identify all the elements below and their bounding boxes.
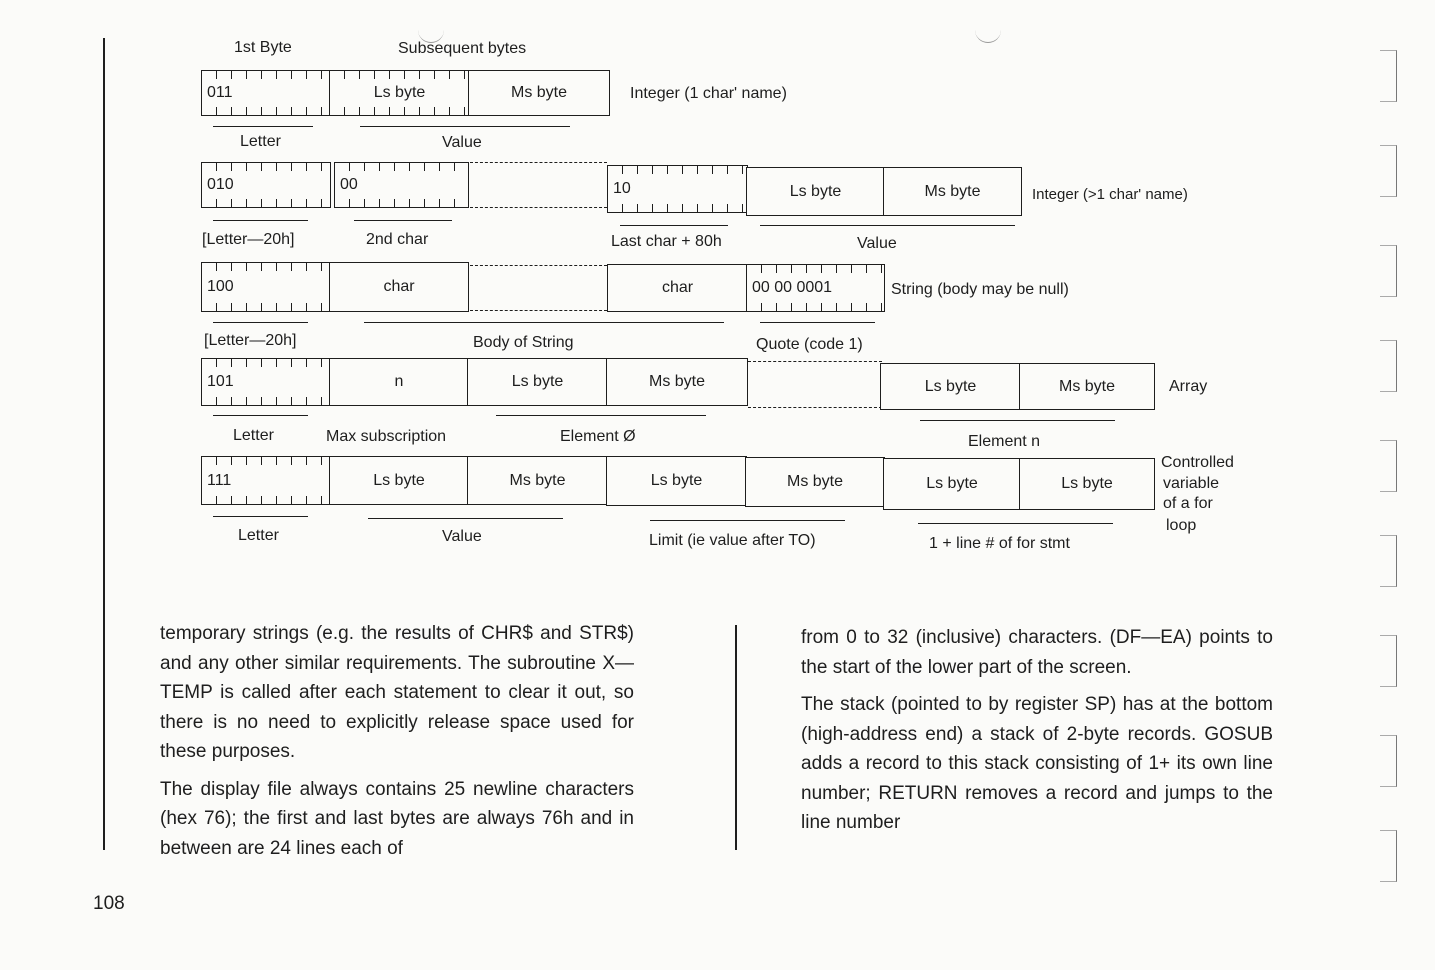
controlled-variable-label: loop — [1166, 517, 1197, 534]
max-subscription-cell: n — [329, 358, 469, 406]
dashed-connector — [748, 407, 882, 408]
bracket-line — [354, 220, 452, 221]
ls-byte-cell: Ls byte — [606, 456, 747, 506]
bracket-line — [360, 126, 570, 127]
paragraph: The display file always contains 25 newline characters (hex 76); the first and last bytes are always 76h and in between are 24 lines each of — [160, 778, 634, 859]
left-column-text — [160, 619, 634, 871]
dashed-connector — [470, 207, 607, 208]
type-bits-cell: 011 — [201, 70, 331, 116]
value-label: Value — [857, 235, 897, 252]
controlled-variable-label: variable — [1163, 475, 1220, 492]
bracket-line — [620, 225, 728, 226]
letter-label: Letter — [233, 427, 274, 444]
page-number: 108 — [93, 893, 125, 914]
letter-minus-20h-label: [Letter—20h] — [202, 231, 295, 248]
second-char-cell: 00 — [334, 162, 469, 208]
element-zero-label: Element Ø — [560, 428, 636, 445]
line-number-label: 1 + line # of for stmt — [929, 535, 1070, 552]
bracket-line — [918, 523, 1113, 524]
ms-byte-cell: Ms byte — [745, 457, 885, 507]
letter-label: Letter — [238, 527, 279, 544]
bracket-line — [496, 415, 706, 416]
bracket-line — [920, 420, 1115, 421]
ls-byte-cell: Ls byte — [329, 456, 469, 505]
column-divider-rule — [735, 625, 737, 850]
ls-byte-cell: Ls byte — [746, 167, 885, 216]
index-tab — [1380, 245, 1397, 297]
index-tab — [1380, 735, 1397, 787]
ls-byte-cell: Ls byte — [883, 458, 1021, 510]
index-tab — [1380, 635, 1397, 687]
right-column-text — [801, 623, 1273, 846]
array-label: Array — [1169, 378, 1208, 395]
string-label: String (body may be null) — [891, 281, 1069, 298]
bracket-line — [213, 516, 308, 517]
body-of-string-label: Body of String — [473, 334, 574, 351]
bracket-line — [650, 520, 845, 521]
left-margin-rule — [103, 38, 105, 850]
limit-label: Limit (ie value after TO) — [649, 532, 816, 549]
max-subscription-label: Max subscription — [326, 428, 447, 445]
paragraph: The stack (pointed to by register SP) has at the bottom (high-address end) a stack of 2-byte records. GOSUB adds a record to this stack consisting of 1+ its own line number; RETURN removes a record and jumps to the line number — [801, 694, 1273, 833]
paragraph: temporary strings (e.g. the results of CHR$ and STR$) and any other similar requirements. The subroutine X—TEMP is called after each statement to clear it out, so there is no need to explicitly release space used for these purposes. — [160, 623, 634, 762]
bracket-line — [760, 322, 875, 323]
ms-byte-cell: Ms byte — [468, 70, 610, 116]
second-char-label: 2nd char — [366, 231, 429, 248]
index-tab — [1380, 145, 1397, 197]
letter-minus-20h-label: [Letter—20h] — [204, 332, 297, 349]
ls-byte-cell: Ls byte — [329, 70, 470, 116]
ls-byte-cell: Ls byte — [1019, 458, 1155, 510]
last-char-cell: 10 — [607, 165, 748, 213]
char-cell: char — [607, 264, 748, 312]
last-char-label: Last char + 80h — [611, 233, 722, 250]
bracket-line — [213, 126, 313, 127]
ms-byte-cell: Ms byte — [606, 358, 748, 406]
ms-byte-cell: Ms byte — [467, 456, 608, 505]
controlled-variable-label: of a for — [1163, 495, 1213, 512]
ms-byte-cell: Ms byte — [1019, 363, 1155, 410]
dashed-connector — [470, 162, 607, 163]
dashed-connector — [748, 361, 882, 362]
value-label: Value — [442, 134, 482, 151]
paragraph: from 0 to 32 (inclusive) characters. (DF—EA) points to the start of the lower part of the screen. — [801, 627, 1273, 678]
bracket-line — [213, 322, 308, 323]
dashed-connector — [470, 265, 607, 266]
integer-multi-char-label: Integer (>1 char' name) — [1032, 186, 1188, 203]
first-byte-heading: 1st Byte — [234, 39, 292, 56]
index-tab — [1380, 535, 1397, 587]
subsequent-bytes-heading: Subsequent bytes — [398, 40, 527, 57]
index-tab — [1380, 830, 1397, 882]
char-cell: char — [329, 262, 469, 312]
bracket-line — [364, 322, 724, 323]
letter-label: Letter — [240, 133, 281, 150]
bracket-line — [213, 220, 308, 221]
type-bits-cell: 111 — [201, 456, 331, 505]
ms-byte-cell: Ms byte — [883, 167, 1022, 216]
index-tab — [1380, 50, 1397, 102]
quote-code-label: Quote (code 1) — [756, 336, 863, 353]
ls-byte-cell: Ls byte — [880, 363, 1021, 410]
quote-cell: 00 00 0001 — [746, 264, 885, 312]
binding-hole-right — [975, 28, 1001, 43]
index-tab — [1380, 340, 1397, 392]
type-bits-cell: 101 — [201, 358, 331, 406]
bracket-line — [368, 518, 563, 519]
type-bits-cell: 010 — [201, 162, 331, 208]
value-label: Value — [442, 528, 482, 545]
integer-one-char-label: Integer (1 char' name) — [630, 85, 787, 102]
element-n-label: Element n — [968, 433, 1041, 450]
bracket-line — [760, 225, 1015, 226]
controlled-variable-label: Controlled — [1161, 454, 1234, 471]
ls-byte-cell: Ls byte — [467, 358, 608, 406]
dashed-connector — [470, 310, 607, 311]
bracket-line — [213, 415, 308, 416]
type-bits-cell: 100 — [201, 262, 331, 312]
index-tab — [1380, 440, 1397, 492]
